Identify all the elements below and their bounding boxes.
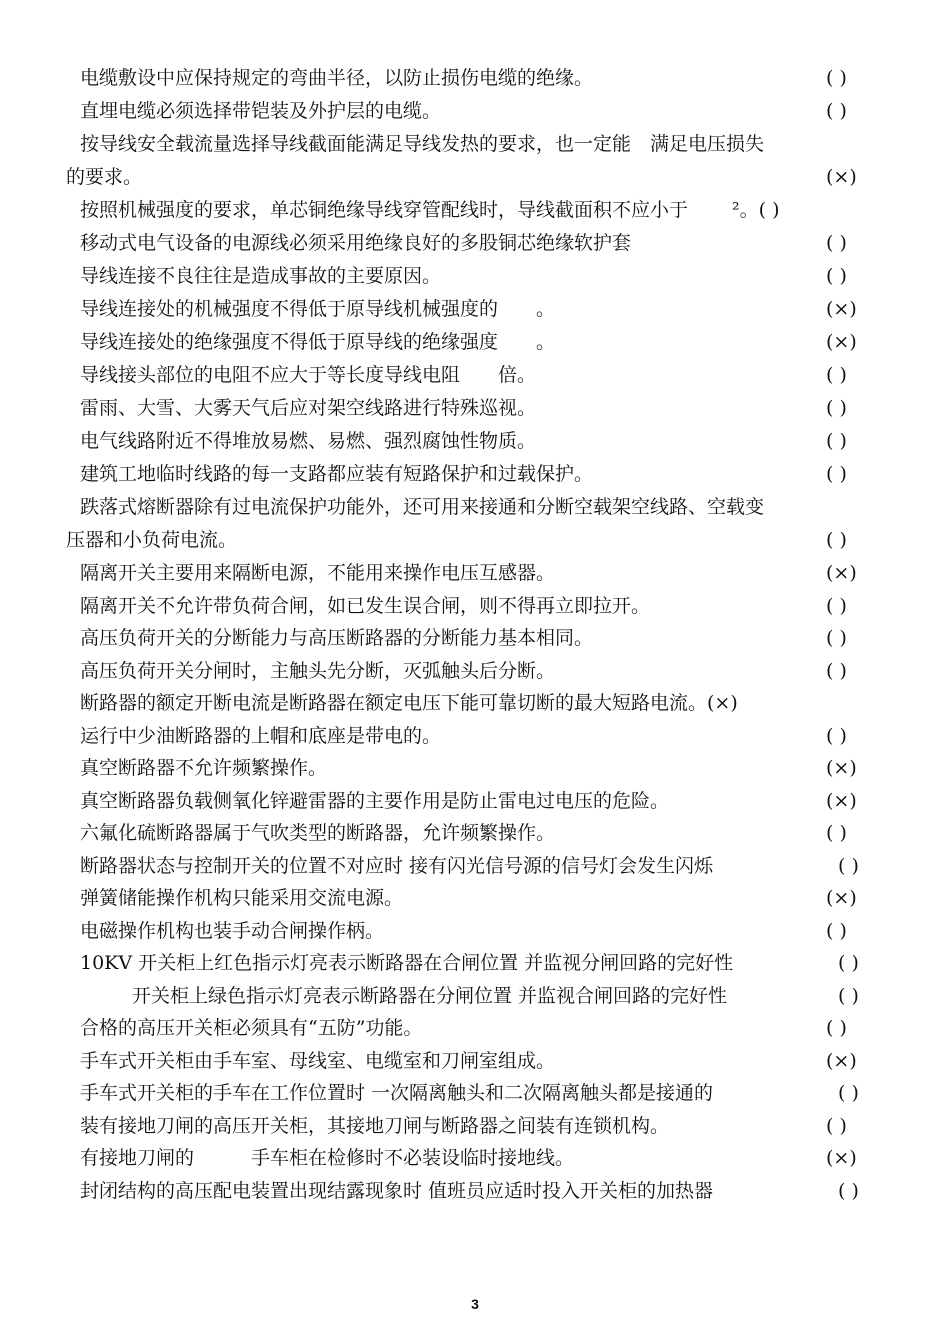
question-row <box>0 95 950 127</box>
question-row <box>0 194 950 226</box>
question-text: 有接地刀闸的 手车柜在检修时不必装设临时接地线。 <box>80 1147 575 1169</box>
question-row <box>0 128 950 160</box>
answer-mark: ( ) <box>826 232 847 254</box>
question-row <box>0 655 950 687</box>
answer-mark: ( ) <box>826 1017 847 1039</box>
question-row <box>0 557 950 589</box>
answer-mark: (×) <box>826 1050 857 1072</box>
question-row <box>0 915 950 947</box>
question-text: 移动式电气设备的电源线必须采用绝缘良好的多股铜芯绝缘软护套 <box>80 232 632 254</box>
question-row <box>0 293 950 325</box>
question-text: 的要求。 <box>66 166 143 188</box>
question-text: 电气线路附近不得堆放易燃、易燃、强烈腐蚀性物质。 <box>80 430 537 452</box>
question-text: 雷雨、大雪、大雾天气后应对架空线路进行特殊巡视。 <box>80 397 537 419</box>
question-row <box>0 1175 950 1207</box>
question-text: 断路器的额定开断电流是断路器在额定电压下能可靠切断的最大短路电流。(×) <box>80 692 738 714</box>
answer-mark: ( ) <box>826 595 847 617</box>
question-row <box>0 359 950 391</box>
question-text: 导线连接不良往往是造成事故的主要原因。 <box>80 265 442 287</box>
question-row <box>0 458 950 490</box>
question-row <box>0 1012 950 1044</box>
question-text: 电缆敷设中应保持规定的弯曲半径，以防止损伤电缆的绝缘。 <box>80 67 594 89</box>
question-text: 压器和小负荷电流。 <box>66 529 238 551</box>
question-row <box>0 524 950 556</box>
question-text: 按照机械强度的要求，单芯铜绝缘导线穿管配线时，导线截面积不应小于 ²。( ) <box>80 199 780 221</box>
question-row <box>0 752 950 784</box>
question-row <box>0 425 950 457</box>
question-text: 10KV 开关柜上红色指示灯亮表示断路器在合闸位置 并监视分闸回路的完好性 <box>80 952 734 974</box>
question-row <box>0 850 950 882</box>
answer-mark: (×) <box>826 790 857 812</box>
question-text: 建筑工地临时线路的每一支路都应装有短路保护和过载保护。 <box>80 463 594 485</box>
question-row <box>0 1142 950 1174</box>
question-text: 导线连接处的绝缘强度不得低于原导线的绝缘强度 。 <box>80 331 556 353</box>
answer-mark: ( ) <box>826 725 847 747</box>
question-row <box>0 1045 950 1077</box>
question-row <box>0 326 950 358</box>
question-text: 封闭结构的高压配电装置出现结露现象时 值班员应适时投入开关柜的加热器 <box>80 1180 714 1202</box>
question-row <box>0 1077 950 1109</box>
question-text: 按导线安全载流量选择导线截面能满足导线发热的要求，也一定能 满足电压损失 <box>80 133 765 155</box>
answer-mark: (×) <box>826 298 857 320</box>
question-text: 真空断路器负载侧氧化锌避雷器的主要作用是防止雷电过电压的危险。 <box>80 790 670 812</box>
question-row <box>0 882 950 914</box>
question-row <box>0 260 950 292</box>
question-text: 弹簧储能操作机构只能采用交流电源。 <box>80 887 404 909</box>
answer-mark: (×) <box>826 887 857 909</box>
answer-mark: ( ) <box>826 100 847 122</box>
question-text: 装有接地刀闸的高压开关柜，其接地刀闸与断路器之间装有连锁机构。 <box>80 1115 670 1137</box>
answer-mark: ( ) <box>826 430 847 452</box>
answer-mark: ( ) <box>838 985 859 1007</box>
question-text: 跌落式熔断器除有过电流保护功能外，还可用来接通和分断空载架空线路、空载变 <box>80 496 765 518</box>
question-row <box>0 622 950 654</box>
answer-mark: ( ) <box>826 822 847 844</box>
answer-mark: ( ) <box>826 67 847 89</box>
answer-mark: ( ) <box>838 1082 859 1104</box>
answer-mark: ( ) <box>826 364 847 386</box>
answer-mark: ( ) <box>826 660 847 682</box>
question-row <box>0 980 950 1012</box>
question-text: 真空断路器不允许频繁操作。 <box>80 757 328 779</box>
answer-mark: ( ) <box>838 855 859 877</box>
answer-mark: ( ) <box>826 397 847 419</box>
question-row <box>0 785 950 817</box>
answer-mark: ( ) <box>826 463 847 485</box>
question-text: 高压负荷开关分闸时，主触头先分断，灭弧触头后分断。 <box>80 660 556 682</box>
question-row <box>0 161 950 193</box>
question-text: 手车式开关柜由手车室、母线室、电缆室和刀闸室组成。 <box>80 1050 556 1072</box>
question-text: 手车式开关柜的手车在工作位置时 一次隔离触头和二次隔离触头都是接通的 <box>80 1082 714 1104</box>
question-row <box>0 720 950 752</box>
question-text: 导线连接处的机械强度不得低于原导线机械强度的 。 <box>80 298 556 320</box>
question-text: 断路器状态与控制开关的位置不对应时 接有闪光信号源的信号灯会发生闪烁 <box>80 855 714 877</box>
question-text: 合格的高压开关柜必须具有“五防”功能。 <box>80 1017 423 1039</box>
question-row <box>0 1110 950 1142</box>
question-text: 隔离开关主要用来隔断电源，不能用来操作电压互感器。 <box>80 562 556 584</box>
question-row <box>0 491 950 523</box>
question-text: 导线接头部位的电阻不应大于等长度导线电阻 倍。 <box>80 364 537 386</box>
question-text: 直埋电缆必须选择带铠装及外护层的电缆。 <box>80 100 442 122</box>
answer-mark: ( ) <box>826 920 847 942</box>
answer-mark: (×) <box>826 562 857 584</box>
answer-mark: ( ) <box>826 529 847 551</box>
answer-mark: ( ) <box>826 1115 847 1137</box>
question-row <box>0 62 950 94</box>
question-row <box>0 687 950 719</box>
question-row <box>0 227 950 259</box>
question-row <box>0 392 950 424</box>
question-text: 六氟化硫断路器属于气吹类型的断路器，允许频繁操作。 <box>80 822 556 844</box>
answer-mark: (×) <box>826 1147 857 1169</box>
answer-mark: ( ) <box>838 952 859 974</box>
answer-mark: ( ) <box>826 627 847 649</box>
answer-mark: ( ) <box>838 1180 859 1202</box>
question-text: 运行中少油断路器的上帽和底座是带电的。 <box>80 725 442 747</box>
question-text: 开关柜上绿色指示灯亮表示断路器在分闸位置 并监视合闸回路的完好性 <box>132 985 728 1007</box>
question-row <box>0 817 950 849</box>
question-text: 隔离开关不允许带负荷合闸，如已发生误合闸，则不得再立即拉开。 <box>80 595 651 617</box>
answer-mark: ( ) <box>826 265 847 287</box>
question-row <box>0 590 950 622</box>
question-text: 电磁操作机构也装手动合闸操作柄。 <box>80 920 385 942</box>
question-text: 高压负荷开关的分断能力与高压断路器的分断能力基本相同。 <box>80 627 594 649</box>
answer-mark: (×) <box>826 757 857 779</box>
answer-mark: (×) <box>826 331 857 353</box>
question-row <box>0 947 950 979</box>
page-number: 3 <box>471 1296 479 1312</box>
answer-mark: (×) <box>826 166 857 188</box>
